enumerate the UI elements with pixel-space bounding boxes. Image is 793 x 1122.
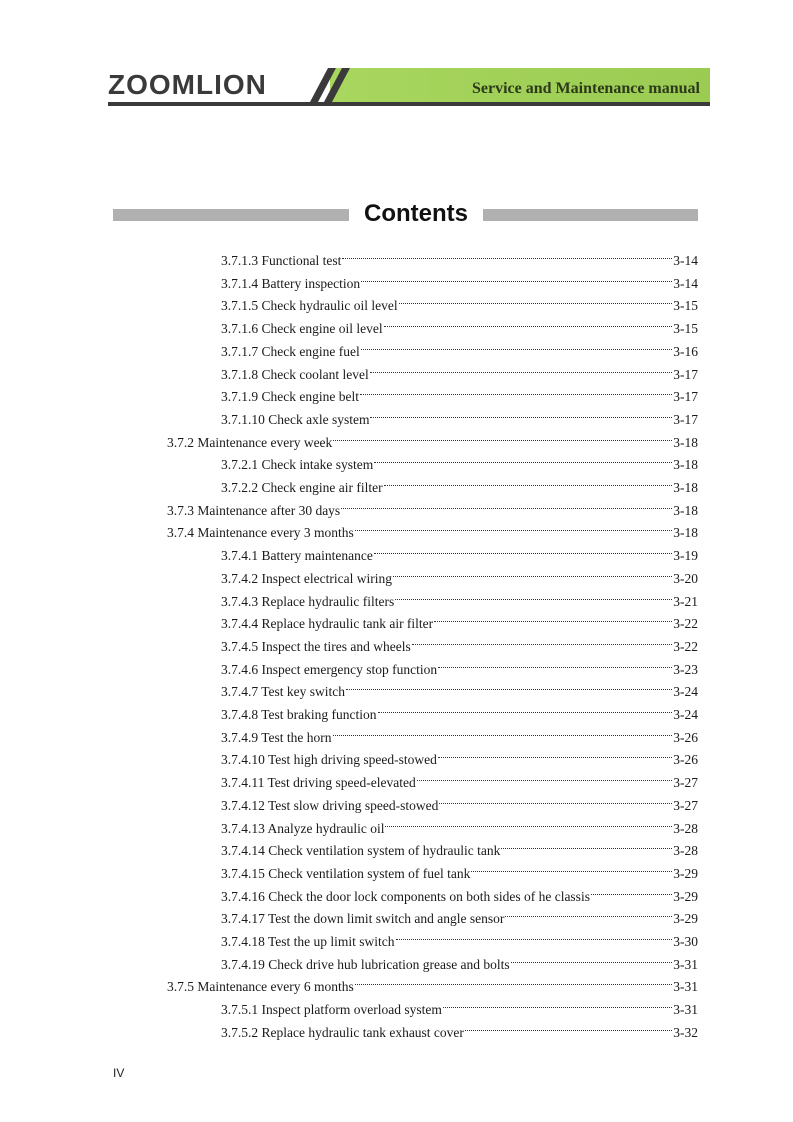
toc-leader-dots <box>378 690 673 713</box>
contents-heading-row <box>113 197 698 231</box>
toc-entry-page: 3-32 <box>673 1024 698 1040</box>
toc-leader-dots <box>384 304 673 327</box>
toc-leader-dots <box>346 667 672 690</box>
toc-leader-dots <box>434 599 672 622</box>
brand-logo: ZOOMLION <box>108 69 267 100</box>
toc-entry-page: 3-22 <box>673 616 698 632</box>
toc-entry-page: 3-26 <box>673 729 698 745</box>
toc-entry-page: 3-21 <box>673 593 698 609</box>
toc-leader-dots <box>438 645 672 668</box>
toc-entry-title: 3.7.4.8 Test braking function <box>221 707 377 722</box>
toc-entry-page: 3-18 <box>673 502 698 518</box>
toc-leader-dots <box>465 1008 672 1031</box>
toc-entry-page: 3-18 <box>673 457 698 473</box>
toc-entry-page: 3-15 <box>673 321 698 337</box>
toc-leader-dots <box>501 826 672 849</box>
toc-leader-dots <box>355 962 673 985</box>
toc-entry-page: 3-27 <box>673 775 698 791</box>
toc-leader-dots <box>361 259 672 282</box>
toc-entry-title: 3.7.4.10 Test high driving speed-stowed <box>221 752 437 768</box>
toc-entry-page: 3-18 <box>673 525 698 541</box>
toc-entry-page: 3-15 <box>673 298 698 314</box>
toc-leader-dots <box>355 508 673 531</box>
toc-entry-page: 3-31 <box>673 1002 698 1018</box>
toc-leader-dots <box>370 395 672 418</box>
toc-entry-title: 3.7.1.5 Check hydraulic oil level <box>221 298 398 314</box>
toc-leader-dots <box>333 713 673 736</box>
toc-entry-title: 3.7.1.6 Check engine oil level <box>221 321 383 337</box>
toc-entry-page: 3-24 <box>673 684 698 700</box>
toc-leader-dots <box>374 531 672 554</box>
toc-entry-page: 3-20 <box>673 570 698 586</box>
toc-leader-dots <box>511 940 673 963</box>
toc-leader-dots <box>360 372 672 395</box>
toc-entry-title: 3.7.1.9 Check engine belt <box>221 389 359 405</box>
toc-leader-dots <box>361 327 673 350</box>
toc-leader-dots <box>591 872 672 895</box>
toc-entry-title: 3.7.2.2 Check engine air filter <box>221 480 383 495</box>
toc-leader-dots <box>393 554 672 577</box>
toc-entry-title: 3.7.4.18 Test the up limit switch <box>221 934 395 949</box>
toc-entry-title: 3.7.4.7 Test key switch <box>221 684 346 700</box>
toc-entry-title: 3.7.5.1 Inspect platform overload system <box>221 1002 442 1018</box>
toc-entry-page: 3-17 <box>673 366 698 382</box>
contents-heading: Contents <box>364 200 468 227</box>
toc-entry-title: 3.7.4.19 Check drive hub lubrication grease and bolts <box>221 956 510 972</box>
toc-entry-page: 3-18 <box>673 480 698 495</box>
toc-leader-dots <box>396 917 673 940</box>
toc-leader-dots <box>505 894 672 917</box>
toc-entry-title: 3.7.4.4 Replace hydraulic tank air filter <box>221 616 434 632</box>
header-underline <box>108 102 710 106</box>
toc-entry-page: 3-28 <box>673 843 698 859</box>
toc-entry[interactable] <box>221 1014 698 1040</box>
toc-leader-dots <box>412 622 673 645</box>
toc-leader-dots <box>370 350 673 373</box>
toc-entry-page: 3-24 <box>673 707 698 722</box>
header-bar <box>330 68 710 102</box>
contents-bar-right <box>483 209 698 221</box>
toc-entry-page: 3-26 <box>673 752 698 768</box>
toc-entry-title: 3.7.4.5 Inspect the tires and wheels <box>221 638 411 654</box>
toc-entry-title: 3.7.4.3 Replace hydraulic filters <box>221 593 395 609</box>
toc-entry-page: 3-27 <box>673 797 698 813</box>
toc-leader-dots <box>443 985 672 1008</box>
toc-leader-dots <box>374 440 672 463</box>
toc-entry-page: 3-14 <box>673 275 698 291</box>
page-header <box>108 64 710 106</box>
toc-leader-dots <box>385 804 672 827</box>
toc-entry-title: 3.7.1.4 Battery inspection <box>221 275 361 291</box>
toc-entry-page: 3-17 <box>673 411 698 427</box>
toc-entry-page: 3-31 <box>673 956 698 972</box>
page-number: IV <box>113 1066 125 1080</box>
toc-leader-dots <box>471 849 672 872</box>
toc-entry-page: 3-28 <box>673 820 698 836</box>
toc-entry-page: 3-18 <box>673 434 698 450</box>
toc-entry-page: 3-29 <box>673 888 698 904</box>
toc-entry-title: 3.7.4.12 Test slow driving speed-stowed <box>221 797 439 813</box>
toc-entry-title: 3.7.4.14 Check ventilation system of hydraulic tank <box>221 843 501 859</box>
manual-title: Service and Maintenance manual <box>472 80 700 97</box>
toc-entry-page: 3-30 <box>673 934 698 949</box>
toc-entry-page: 3-23 <box>673 661 698 677</box>
toc-entry-page: 3-22 <box>673 638 698 654</box>
toc-leader-dots <box>395 577 672 600</box>
contents-bar-left <box>113 209 349 221</box>
toc-entry-title: 3.7.4.17 Test the down limit switch and angle sensor <box>221 911 505 927</box>
toc-entry-title: 3.7.4.13 Analyze hydraulic oil <box>221 820 385 836</box>
toc-entry-page: 3-31 <box>673 979 698 995</box>
toc-leader-dots <box>438 735 672 758</box>
toc-entry-title: 3.7.4 Maintenance every 3 months <box>167 525 354 541</box>
toc-entry-title: 3.7.5 Maintenance every 6 months <box>167 979 354 995</box>
toc-leader-dots <box>341 486 672 509</box>
toc-entry-title: 3.7.4.15 Check ventilation system of fuel tank <box>221 865 471 881</box>
toc-leader-dots <box>384 463 673 486</box>
toc-entry-title: 3.7.3 Maintenance after 30 days <box>167 502 341 518</box>
toc-entry-title: 3.7.4.9 Test the horn <box>221 729 332 745</box>
toc-leader-dots <box>399 281 673 304</box>
toc-entry-title: 3.7.5.2 Replace hydraulic tank exhaust cover <box>221 1024 464 1040</box>
toc-entry-page: 3-19 <box>673 548 698 564</box>
logo-slash-icon <box>296 64 366 106</box>
toc-leader-dots <box>417 758 672 781</box>
toc-entry-title: 3.7.1.10 Check axle system <box>221 411 370 427</box>
toc-leader-dots <box>439 781 672 804</box>
toc-entry-page: 3-17 <box>673 389 698 405</box>
toc-entry-title: 3.7.1.8 Check coolant level <box>221 366 369 382</box>
toc-entry-title: 3.7.1.3 Functional test <box>221 253 342 268</box>
toc-entry-title: 3.7.4.16 Check the door lock components on both sides of he classis <box>221 888 590 904</box>
toc-entry-title: 3.7.2 Maintenance every week <box>167 434 333 450</box>
toc-entry-title: 3.7.4.6 Inspect emergency stop function <box>221 661 438 677</box>
toc-leader-dots <box>342 236 672 259</box>
toc-entry-page: 3-16 <box>673 343 698 359</box>
toc-entry-page: 3-29 <box>673 911 698 927</box>
toc-entry-title: 3.7.4.1 Battery maintenance <box>221 548 373 564</box>
toc-entry-title: 3.7.4.2 Inspect electrical wiring <box>221 570 392 586</box>
toc-leader-dots <box>333 418 672 441</box>
toc-entry-title: 3.7.4.11 Test driving speed-elevated <box>221 775 416 791</box>
toc-entry-title: 3.7.2.1 Check intake system <box>221 457 374 473</box>
toc-entry-page: 3-14 <box>673 253 698 268</box>
toc-entry-title: 3.7.1.7 Check engine fuel <box>221 343 360 359</box>
toc-entry-page: 3-29 <box>673 865 698 881</box>
